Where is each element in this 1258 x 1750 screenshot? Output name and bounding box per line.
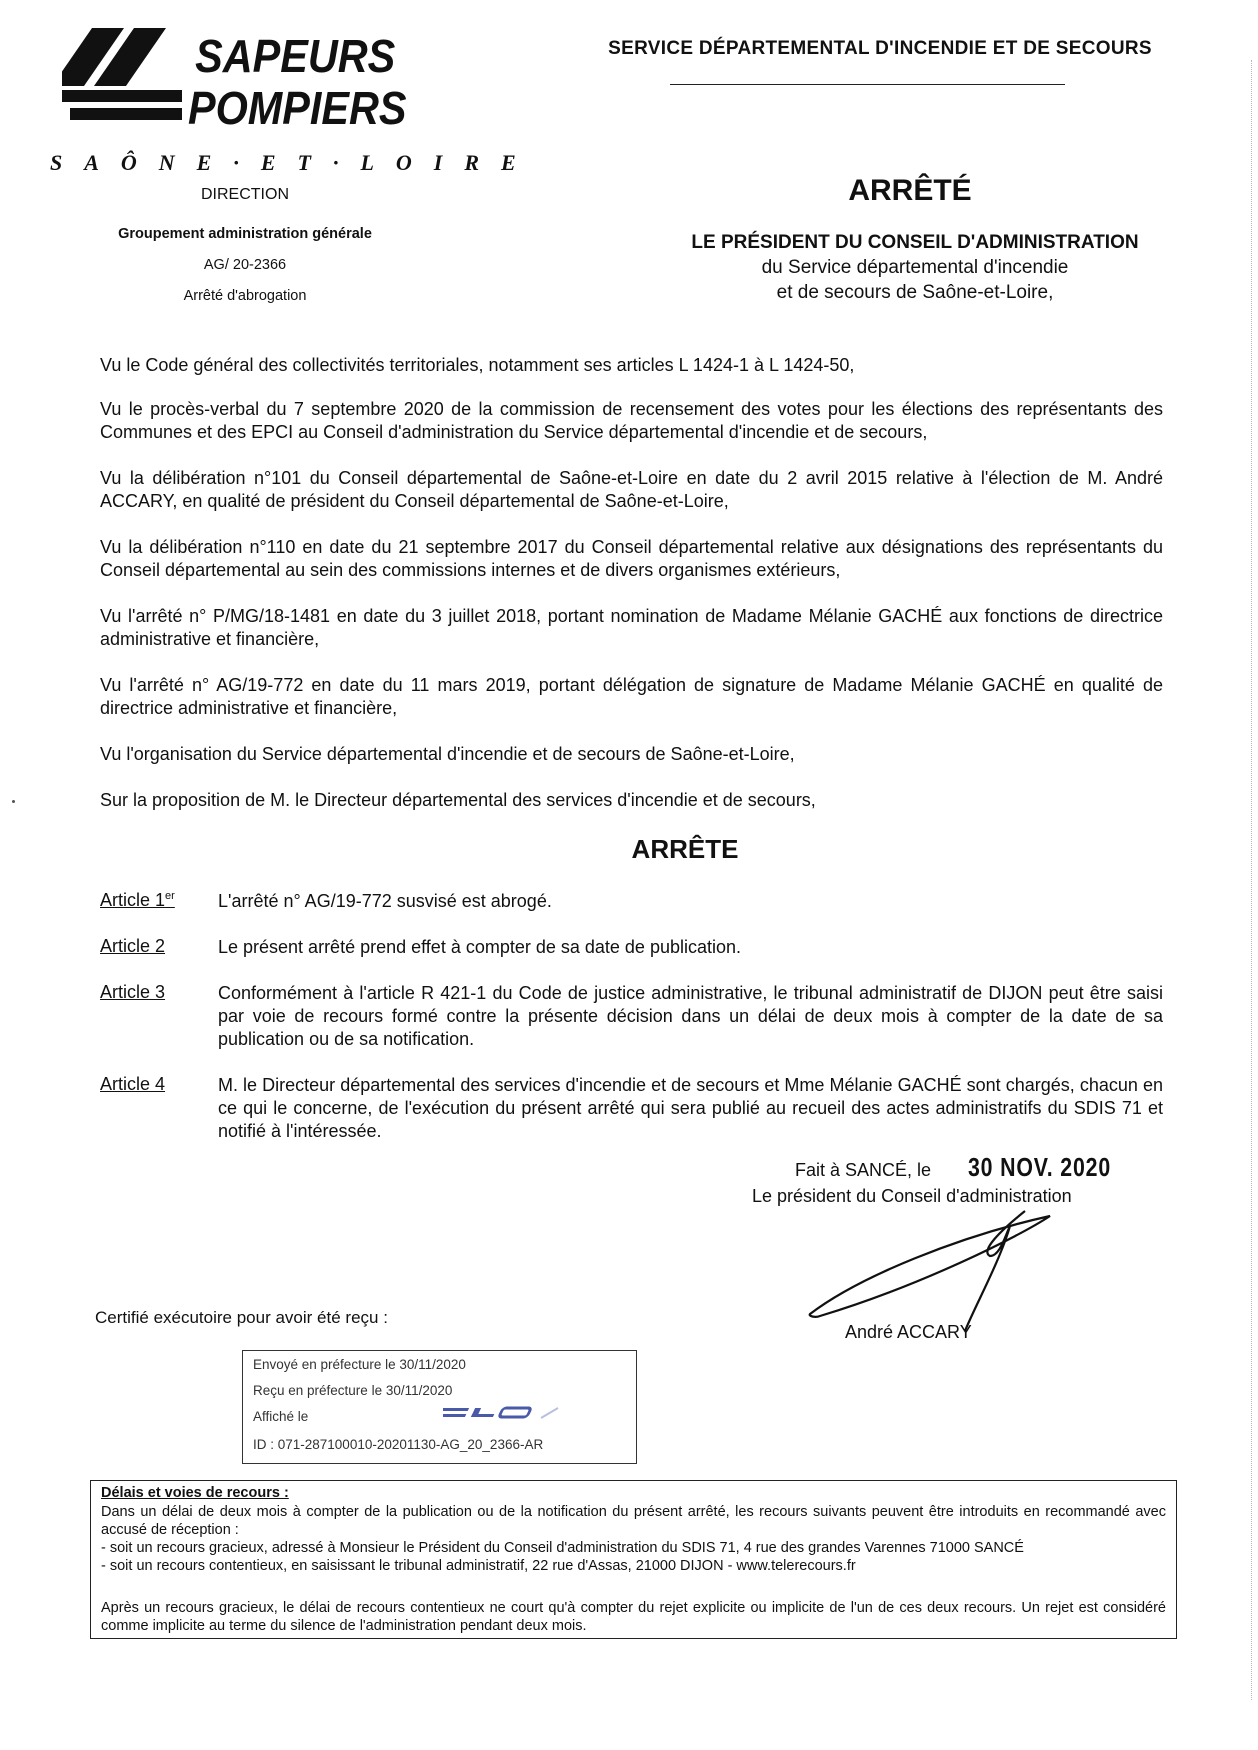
recours-box (90, 1480, 1177, 1639)
recours-gracieux: - soit un recours gracieux, adressé à Monsieur le Président du Conseil d'administration du SDIS 71, 4 rue des grandes Varennes 71000 SANCÉ (101, 1540, 1024, 1556)
arrete-heading: ARRÊTE (631, 834, 739, 864)
signature-title: Le président du Conseil d'administration (752, 1186, 1072, 1206)
article-text: L'arrêté n° AG/19-772 susvisé est abrogé. (218, 891, 552, 911)
recours-intro: Dans un délai de deux mois à compter de la publication ou de la notification du présent arrêté, les recours suivants peuvent être introduits en recommandé avec accusé de réception : (101, 1504, 1166, 1538)
article-label: Article 1er (100, 890, 175, 910)
stamp-envoye: Envoyé en préfecture le 30/11/2020 (253, 1357, 466, 1372)
preamble-paragraph: Vu la délibération n°101 du Conseil départemental de Saône-et-Loire en date du 2 avril 2015 relative à l'élection de M. André ACCARY, en qualité de président du Conseil départemental de Saône-et-Loire, (100, 468, 1163, 511)
article-label: Article 4 (100, 1074, 166, 1094)
prefecture-stamp (242, 1350, 637, 1464)
reference-number: AG/ 20-2366 (203, 257, 287, 273)
recours-note: Après un recours gracieux, le délai de recours contentieux ne court qu'à compter du rejet explicite ou implicite de l'un de ces deux recours. Un rejet est considéré comme implicite au terme du silence de l'administration pendant deux mois. (101, 1600, 1166, 1634)
president-title: LE PRÉSIDENT DU CONSEIL D'ADMINISTRATION (691, 232, 1139, 253)
certification-label: Certifié exécutoire pour avoir été reçu : (95, 1308, 388, 1327)
article-text: Conformément à l'article R 421-1 du Code de justice administrative, le tribunal administratif de DIJON peut être saisi par voie de recours formé contre la présente décision dans un délai de deux mois à compter de la date de sa publication ou de sa notification. (218, 983, 1163, 1049)
preamble-paragraph: Vu le procès-verbal du 7 septembre 2020 de la commission de recensement des votes pour les élections des représentants des Communes et des EPCI au Conseil d'administration du Service départemental d'incendie et de secours, (100, 399, 1163, 442)
preamble-paragraph: Vu la délibération n°110 en date du 21 septembre 2017 du Conseil départemental relative aux désignations des représentants du Conseil départemental au sein des commissions internes et de divers organismes extérieurs, (100, 537, 1163, 580)
article-text: Le présent arrêté prend effet à compter de sa date de publication. (218, 937, 742, 957)
logo-line2: POMPIERS (188, 83, 407, 135)
scan-dot (12, 800, 15, 803)
article-label: Article 3 (100, 982, 166, 1002)
stamp-recu: Reçu en préfecture le 30/11/2020 (253, 1383, 453, 1398)
stamp-id: ID : 071-287100010-20201130-AG_20_2366-AR (253, 1437, 544, 1452)
handwritten-signature (800, 1206, 1070, 1336)
recours-title: Délais et voies de recours : (101, 1485, 289, 1501)
signature-place: Fait à SANCÉ, le (795, 1160, 932, 1180)
signer-name: André ACCARY (845, 1322, 972, 1342)
article-label: Article 2 (100, 936, 166, 956)
preamble-paragraph: Vu l'arrêté n° P/MG/18-1481 en date du 3 juillet 2018, portant nomination de Madame Mélanie GACHÉ aux fonctions de directrice administrative et financière, (100, 606, 1163, 649)
recours-contentieux: - soit un recours contentieux, en saisissant le tribunal administratif, 22 rue d'Assas, 21000 DIJON - www.telerecours.fr (101, 1558, 856, 1574)
scan-edge-marks (1249, 60, 1252, 1700)
service-title: SERVICE DÉPARTEMENTAL D'INCENDIE ET DE SECOURS (608, 38, 1152, 59)
direction-label: DIRECTION (201, 186, 289, 203)
sapeurs-pompiers-logo (62, 28, 422, 140)
main-title: ARRÊTÉ (848, 174, 972, 207)
president-subtitle-1: du Service départemental d'incendie (761, 257, 1069, 278)
preamble-paragraph: Vu l'organisation du Service départemental d'incendie et de secours de Saône-et-Loire, (100, 744, 795, 764)
groupement-label: Groupement administration générale (118, 226, 372, 242)
logo-department: SAÔNE·ET·LOIRE (50, 150, 538, 175)
preamble-paragraph: Sur la proposition de M. le Directeur départemental des services d'incendie et de secours, (100, 790, 816, 810)
slo-logo-icon (443, 1404, 563, 1422)
document-type: Arrêté d'abrogation (183, 288, 307, 304)
article-text: M. le Directeur départemental des services d'incendie et de secours et Mme Mélanie GACHÉ sont chargés, chacun en ce qui le concerne, de l'exécution du présent arrêté qui sera publié au recueil des actes administratifs du SDIS 71 et notifié à l'intéressée. (218, 1075, 1163, 1141)
logo-line1: SAPEURS (195, 31, 396, 83)
stamp-affiche: Affiché le (253, 1409, 309, 1424)
date-stamp: 30 NOV. 2020 (968, 1152, 1112, 1182)
president-subtitle-2: et de secours de Saône-et-Loire, (776, 282, 1054, 303)
preamble-paragraph: Vu l'arrêté n° AG/19-772 en date du 11 mars 2019, portant délégation de signature de Madame Mélanie GACHÉ en qualité de directrice administrative et financière, (100, 675, 1163, 718)
service-title-rule (670, 84, 1065, 85)
preamble-paragraph: Vu le Code général des collectivités territoriales, notamment ses articles L 1424-1 à L 1424-50, (100, 355, 855, 375)
